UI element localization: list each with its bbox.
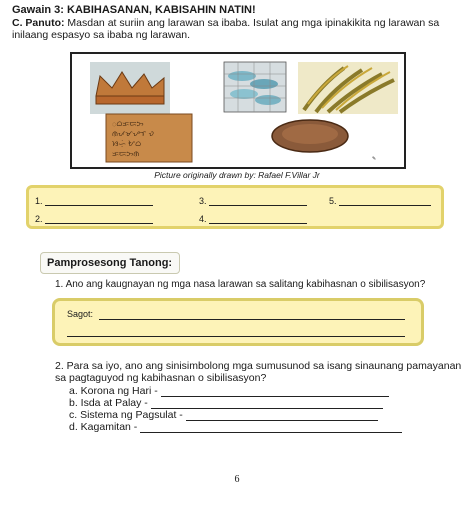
answer-item-3[interactable]: 3. xyxy=(199,196,307,206)
svg-text:ᜃᜇᜅᜈ: ᜃᜇᜅᜈ xyxy=(112,150,140,158)
illustration-drawing xyxy=(72,54,404,167)
answer-area xyxy=(52,298,424,346)
answer-box xyxy=(26,185,444,229)
sagot-label: Sagot: xyxy=(67,309,94,319)
answer-line[interactable] xyxy=(45,214,153,224)
instruction-prefix: C. Panuto: xyxy=(12,17,65,29)
answer-line[interactable] xyxy=(209,214,307,224)
sagot-line-1[interactable] xyxy=(99,310,405,320)
wooden-plate-drawing xyxy=(272,120,376,162)
sub-item-line[interactable] xyxy=(140,423,402,433)
page-number: 6 xyxy=(234,474,240,485)
processing-questions-label: Pamprosesong Tanong: xyxy=(47,257,173,269)
instruction-text: Masdan at suriin ang larawan sa ibaba. Isulat ang mga ipinakikita ng larawan sa inilaang espasyo sa ibaba ng larawan. xyxy=(12,17,440,41)
answer-line[interactable] xyxy=(339,196,431,206)
script-tablet-drawing xyxy=(106,114,192,162)
answer-item-1[interactable]: 1. xyxy=(35,196,153,206)
sub-item-d[interactable]: d. Kagamitan - xyxy=(55,421,465,433)
picture-credit: Picture originally drawn by: Rafael F.Villar Jr xyxy=(154,170,320,180)
sub-item-line[interactable] xyxy=(161,387,389,397)
svg-text:✎: ✎ xyxy=(372,156,377,162)
processing-questions-header xyxy=(40,252,180,274)
question-2 xyxy=(55,360,465,433)
answer-item-5[interactable]: 5. xyxy=(329,196,431,206)
sub-item-line[interactable] xyxy=(186,411,378,421)
crown-drawing xyxy=(90,62,170,114)
question-1: 1. Ano ang kaugnayan ng mga nasa larawan sa salitang kabihasnan o sibilisasyon? xyxy=(55,279,426,290)
svg-text:ᜐᜑᜒᜓ ᜀᜊ: ᜐᜑᜒᜓ ᜀᜊ xyxy=(112,140,142,148)
sub-item-b[interactable]: b. Isda at Palay - xyxy=(55,397,465,409)
sub-item-line[interactable] xyxy=(151,399,383,409)
sagot-line-2[interactable] xyxy=(67,327,405,337)
answer-item-2[interactable]: 2. xyxy=(35,214,153,224)
instructions xyxy=(12,17,462,41)
sub-item-c[interactable]: c. Sistema ng Pagsulat - xyxy=(55,409,465,421)
fish-net-drawing xyxy=(224,62,286,112)
answer-line[interactable] xyxy=(209,196,307,206)
question-2-text: 2. Para sa iyo, ano ang sinisimbolong mga sumusunod sa isang sinaunang pamayanan sa pagtaguyod ng kabihasnan o sibilisasyon? xyxy=(55,360,462,384)
sub-item-a[interactable]: a. Korona ng Hari - xyxy=(55,385,465,397)
svg-text:ᜈᜉᜋᜌᜎ ᜏ: ᜈᜉᜋᜌᜎ ᜏ xyxy=(112,130,154,138)
activity-title: Gawain 3: KABIHASANAN, KABISAHIN NATIN! xyxy=(12,4,256,16)
illustration xyxy=(70,52,406,169)
rice-drawing xyxy=(298,62,398,114)
svg-text:ᜀᜊᜃᜇᜅ: ᜀᜊᜃᜇᜅ xyxy=(112,120,144,128)
answer-line[interactable] xyxy=(45,196,153,206)
answer-item-4[interactable]: 4. xyxy=(199,214,307,224)
